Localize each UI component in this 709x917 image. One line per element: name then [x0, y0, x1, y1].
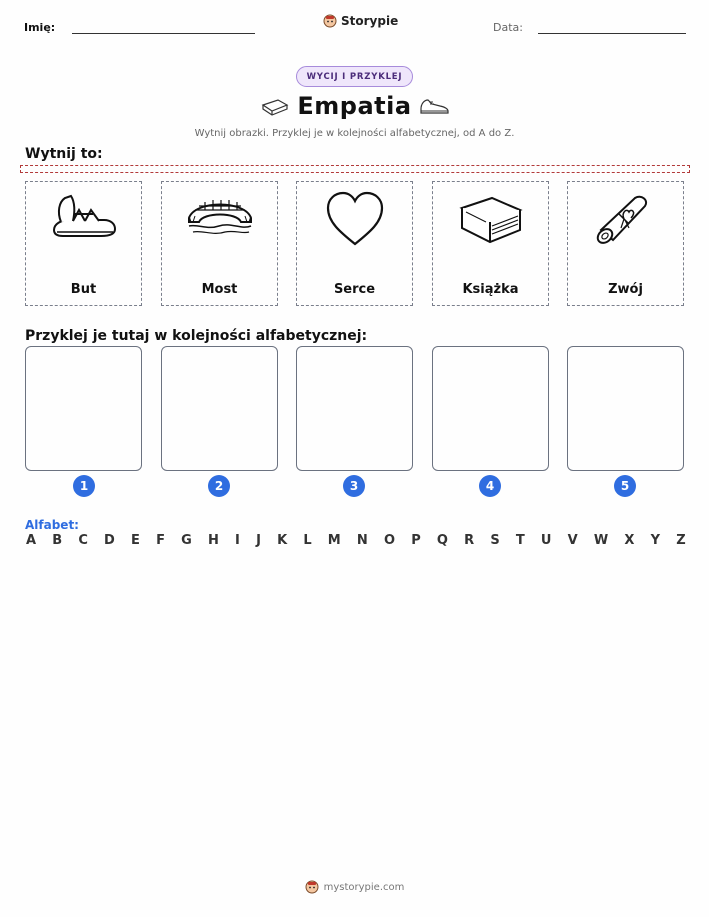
alphabet-letter: T [515, 533, 525, 548]
slot-number-badge: 3 [343, 475, 365, 497]
alphabet-letter: R [464, 533, 475, 548]
paste-slot-4[interactable] [432, 346, 549, 471]
slot-number-badge: 1 [73, 475, 95, 497]
paste-slot-2[interactable] [161, 346, 278, 471]
alphabet-letter: J [256, 533, 261, 548]
alphabet-letter: D [104, 533, 115, 548]
alphabet-letter: L [303, 533, 312, 548]
alphabet-row [26, 533, 686, 548]
card-label: Książka [462, 282, 519, 297]
storypie-mascot-icon [323, 14, 337, 28]
footer [0, 880, 709, 894]
alphabet-letter: P [411, 533, 421, 548]
instructions: Wytnij obrazki. Przyklej je w kolejności alfabetycznej, od A do Z. [194, 128, 515, 139]
alphabet-letter: W [593, 533, 609, 548]
alphabet-title: Alfabet: [25, 518, 79, 532]
sneaker-decoration-icon [418, 96, 450, 116]
card-label: But [70, 282, 97, 297]
alphabet-letter: S [490, 533, 500, 548]
paste-slot-5[interactable] [567, 346, 684, 471]
alphabet-letter: F [156, 533, 165, 548]
cut-line [20, 165, 690, 173]
alphabet-letter: I [235, 533, 240, 548]
heart-icon [320, 188, 390, 248]
scroll-icon [591, 188, 661, 248]
slot-number-badge: 4 [479, 475, 501, 497]
name-label: Imię: [24, 21, 56, 34]
alphabet-letter: C [78, 533, 88, 548]
cut-card-ksiazka[interactable] [432, 181, 549, 306]
cut-card-zwoj[interactable] [567, 181, 684, 306]
alphabet-letter: Q [436, 533, 448, 548]
activity-badge: WYCIJ I PRZYKLEJ [296, 66, 413, 87]
alphabet-letter: B [52, 533, 63, 548]
alphabet-letter: X [624, 533, 635, 548]
alphabet-letter: N [356, 533, 368, 548]
card-label: Zwój [608, 282, 643, 297]
alphabet-letter: U [540, 533, 552, 548]
book-icon [456, 188, 526, 248]
alphabet-letter: V [567, 533, 578, 548]
alphabet-letter: Z [676, 533, 686, 548]
alphabet-letter: K [277, 533, 288, 548]
alphabet-letter: M [327, 533, 341, 548]
page-title: Empatia [297, 92, 412, 120]
cut-card-serce[interactable] [296, 181, 413, 306]
sandal-icon [49, 188, 119, 248]
bridge-icon [185, 188, 255, 248]
paste-section-title: Przyklej je tutaj w kolejności alfabetycznej: [25, 328, 368, 344]
card-label: Most [201, 282, 238, 297]
cut-card-but[interactable] [25, 181, 142, 306]
alphabet-letter: A [26, 533, 37, 548]
date-label: Data: [493, 21, 523, 34]
alphabet-letter: Y [650, 533, 661, 548]
paste-slot-1[interactable] [25, 346, 142, 471]
slot-number-badge: 5 [614, 475, 636, 497]
footer-url[interactable]: mystorypie.com [323, 881, 405, 893]
name-field[interactable] [72, 33, 255, 34]
cut-card-most[interactable] [161, 181, 278, 306]
alphabet-letter: E [131, 533, 140, 548]
cut-section-title: Wytnij to: [25, 146, 103, 162]
alphabet-letter: H [207, 533, 219, 548]
slot-number-badge: 2 [208, 475, 230, 497]
brand-name: Storypie [341, 14, 399, 28]
paste-slot-3[interactable] [296, 346, 413, 471]
storypie-mascot-icon [305, 880, 319, 894]
date-field[interactable] [538, 33, 686, 34]
brand-logo [323, 14, 398, 28]
alphabet-letter: G [181, 533, 192, 548]
alphabet-letter: O [383, 533, 396, 548]
card-label: Serce [333, 282, 376, 297]
